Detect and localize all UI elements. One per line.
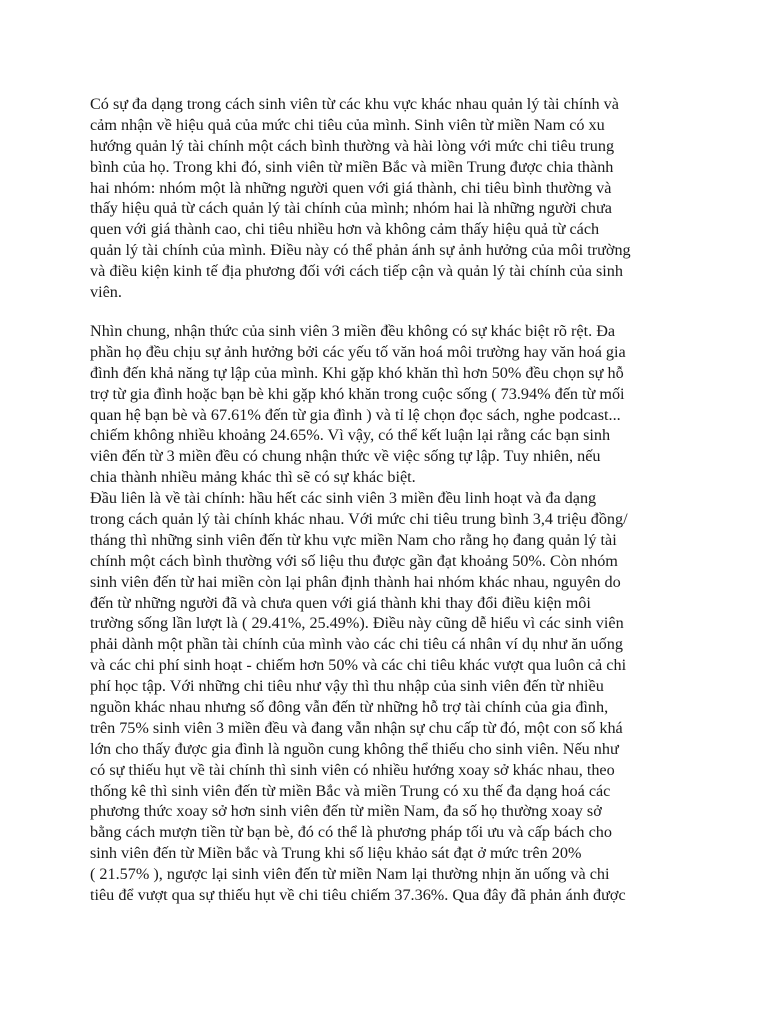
text-line: hướng quản lý tài chính một cách bình thường và hài lòng với mức chi tiêu trung [90, 136, 615, 155]
text-line: trợ từ gia đình hoặc bạn bè khi gặp khó khăn trong cuộc sống ( 73.94% đến từ mối [90, 384, 625, 403]
text-line: Có sự đa dạng trong cách sinh viên từ các khu vực khác nhau quản lý tài chính và [90, 95, 619, 113]
text-line: ( 21.57% ), ngược lại sinh viên đến từ miền Nam lại thường nhịn ăn uống và chi [90, 865, 610, 884]
text-line: lớn cho thấy được gia đình là nguồn cung không thể thiếu cho sinh viên. Nếu như [90, 739, 619, 758]
text-line: quan hệ bạn bè và 67.61% đến từ gia đình ) và tỉ lệ chọn đọc sách, nghe podcast... [90, 405, 621, 424]
text-line: phần họ đều chịu sự ảnh hưởng bởi các yếu tố văn hoá môi trường hay văn hoá gia [90, 342, 626, 361]
text-line: sinh viên đến từ hai miền còn lại phân định thành hai nhóm khác nhau, nguyên do [90, 572, 621, 591]
text-line: bằng cách mượn tiền từ bạn bè, đó có thể là phương pháp tối ưu và cấp bách cho [90, 823, 612, 842]
text-line: quản lý tài chính của mình. Điều này có thể phản ánh sự ảnh hưởng của môi trường [90, 241, 631, 260]
text-line: chia thành nhiều mảng khác thì sẽ có sự khác biệt. [90, 468, 416, 487]
text-line: cảm nhận về hiệu quả của mức chi tiêu của mình. Sinh viên từ miền Nam có xu [90, 115, 605, 134]
text-line: viên. [90, 283, 122, 302]
text-line: viên đến từ 3 miền đều có chung nhận thức về việc sống tự lập. Tuy nhiên, nếu [90, 447, 601, 466]
text-line: Nhìn chung, nhận thức của sinh viên 3 miền đều không có sự khác biệt rõ rệt. Đa [90, 322, 616, 340]
text-line: thống kê thì sinh viên đến từ miền Bắc và miền Trung có xu thế đa dạng hoá các [90, 781, 611, 800]
text-line: phí học tập. Với những chi tiêu như vậy thì thu nhập của sinh viên đến từ nhiều [90, 677, 604, 696]
text-line: nguồn khác nhau nhưng số đông vẫn đến từ những hỗ trợ tài chính của gia đình, [90, 698, 609, 717]
text-line: Đầu liên là về tài chính: hầu hết các sinh viên 3 miền đều linh hoạt và đa dạng [90, 489, 597, 508]
text-line: đình đến khả năng tự lập của mình. Khi gặp khó khăn thì hơn 50% đều chọn sự hỗ [90, 363, 624, 382]
text-line: thấy hiệu quả từ cách quản lý tài chính của mình; nhóm hai là những người chưa [90, 199, 612, 218]
paragraph-student-awareness [90, 321, 682, 906]
text-line: sinh viên đến từ Miền bắc và Trung khi số liệu khảo sát đạt ở mức trên 20% [90, 844, 582, 863]
text-line: chính một cách bình thường với số liệu thu được gần đạt khoảng 50%. Còn nhóm [90, 551, 618, 570]
text-line: đến từ những người đã và chưa quen với giá thành khi thay đổi điều kiện môi [90, 593, 591, 612]
text-line: hai nhóm: nhóm một là những người quen với giá thành, chi tiêu bình thường và [90, 178, 612, 197]
text-line: và điều kiện kinh tế địa phương đối với cách tiếp cận và quản lý tài chính của sinh [90, 262, 623, 281]
text-line: trong cách quản lý tài chính khác nhau. Với mức chi tiêu trung bình 3,4 triệu đồng/ [90, 510, 628, 529]
text-line: phải dành một phần tài chính của mình vào các chi tiêu cá nhân ví dụ như ăn uống [90, 635, 623, 654]
text-line: trên 75% sinh viên 3 miền đều và đang vẫn nhận sự chu cấp từ đó, một con số khá [90, 718, 623, 737]
text-line: bình của họ. Trong khi đó, sinh viên từ miền Bắc và miền Trung được chia thành [90, 157, 614, 176]
text-line: quen với giá thành cao, chi tiêu nhiều hơn và không cảm thấy hiệu quả từ cách [90, 220, 600, 239]
text-line: phương thức xoay sở hơn sinh viên đến từ miền Nam, đa số họ thường xoay sở [90, 802, 602, 821]
text-line: chiếm không nhiều khoảng 24.65%. Vì vậy, có thể kết luận lại rằng các bạn sinh [90, 426, 611, 445]
text-line: trường sống lần lượt là ( 29.41%, 25.49%). Điều này cũng dễ hiểu vì các sinh viên [90, 614, 624, 633]
text-line: tháng thì những sinh viên đến từ khu vực miền Nam cho rằng họ đang quản lý tài [90, 530, 617, 549]
paragraph-financial-management [90, 94, 682, 303]
text-line: có sự thiếu hụt về tài chính thì sinh viên có nhiều hướng xoay sở khác nhau, theo [90, 760, 615, 779]
text-line: tiêu để vượt qua sự thiếu hụt về chi tiêu chiếm 37.36%. Qua đây đã phản ánh được [90, 886, 626, 905]
text-line: và các chi phí sinh hoạt - chiếm hơn 50% và các chi tiêu khác vượt qua luôn cả chi [90, 656, 627, 675]
